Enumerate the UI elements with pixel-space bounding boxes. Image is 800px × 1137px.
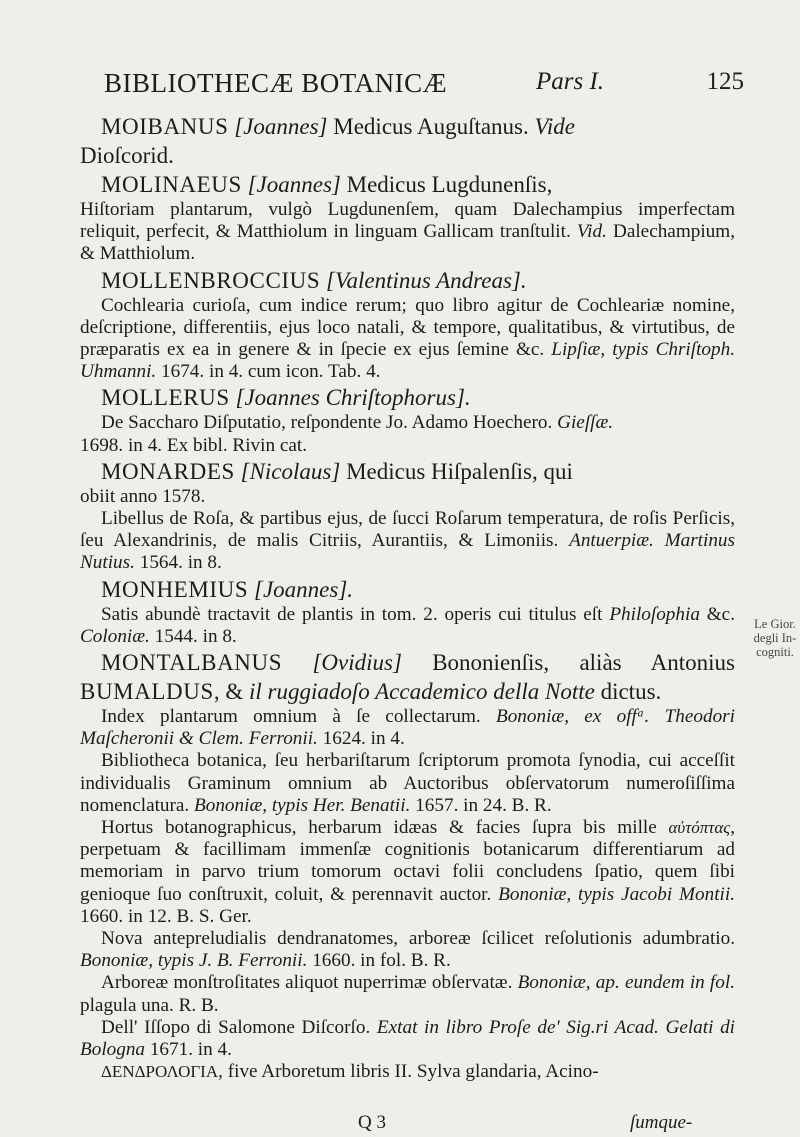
- given-name: [Joannes]: [234, 114, 328, 139]
- page-body: [80, 112, 735, 1084]
- given-name: [Joannes Chriſtophorus].: [235, 385, 471, 411]
- work-issopo: Dell' Iſſopo di Salomone Diſcorſo. Extat in libro Proſe de' Sig.ri Acad. Gelati di Bologna 1671. in 4.: [80, 1016, 735, 1061]
- entry-name: MONARDES: [101, 458, 235, 484]
- entry-molinaeus: [80, 170, 735, 199]
- entry-name: MOIBANUS: [101, 114, 229, 139]
- given-name: [Joannes].: [254, 576, 354, 602]
- entry-body-cont: 1698. in 4. Ex bibl. Rivin cat.: [80, 434, 308, 456]
- greek-title: ΔΕΝΔΡΟΛΟΓΙΑ: [101, 1062, 219, 1082]
- entry-text: Medicus Lugdunenſis,: [340, 172, 553, 197]
- given-name: [Ovidius]: [312, 650, 402, 676]
- alias-name: BUMALDUS: [80, 679, 214, 705]
- entry-body: Cochlearia curioſa, cum indice rerum; quo libro agitur de Cochleariæ nomine, deſcriptione, differentiis, ejus loco natali, & tempore, qualitatibus, & virtutibus, de præparatis ex ea in genere & in ſpecie ex ejus ſemine &c. Lipſiæ, typis Chriſtoph. Uhmanni. 1674. in 4. cum icon. Tab. 4.: [80, 294, 735, 383]
- entry-name: MONHEMIUS: [101, 576, 249, 602]
- entry-monardes: [80, 457, 735, 486]
- work-bibliotheca: Bibliotheca botanica, ſeu herbariſtarum ſcriptorum promota ſynodia, cui acceſſit individualis Graminum omnium ab Auctoribus obſervatorum numeroſiſſima nomenclatura. Bononiæ, typis Her. Benatii. 1657. in 24. B. R.: [80, 750, 735, 816]
- entry-text: Medicus Hiſpalenſis, qui: [340, 458, 573, 484]
- academy-name: il ruggiadoſo Accademico della Notte: [249, 679, 595, 705]
- entry-text-cont: obiit anno 1578.: [80, 485, 206, 507]
- greek-word: αὐτόπτας: [668, 818, 731, 838]
- entry-text: Bononienſis, aliàs Antonius: [401, 650, 736, 676]
- work-dendranatomes: Nova antepreludialis dendranatomes, arboreæ ſcilicet reſolutionis adumbratio. Bononiæ, typis J. B. Ferronii. 1660. in fol. B. R.: [80, 928, 735, 972]
- given-name: [Valentinus Andreas].: [326, 267, 527, 293]
- margin-note: Le Gior. degli In- cogniti.: [753, 617, 797, 659]
- entry-body: Satis abundè tractavit de plantis in tom. 2. operis cui titulus eſt Philoſophia &c. Coloniæ. 1544. in 8.: [80, 603, 735, 647]
- entry-body: Libellus de Roſa, & partibus ejus, de ſucci Roſarum temperatura, de roſis Perſicis, ſeu Alexandrinis, de malis Citriis, Aurantiis, & Limoniis. Antuerpiæ. Martinus Nutius. 1564. in 8.: [80, 508, 735, 574]
- entry-name: MOLLENBROCCIUS: [101, 267, 321, 293]
- entry-body: De Saccharo Diſputatio, reſpondente Jo. Adamo Hoechero. Gieſſæ.: [101, 412, 614, 434]
- entry-mollerus: [80, 383, 735, 412]
- entry-mollenbroccius: [80, 266, 735, 295]
- entry-moibanus: [80, 112, 735, 141]
- running-title: BIBLIOTHECÆ BOTANICÆ: [104, 68, 448, 98]
- running-header: [104, 68, 744, 108]
- entry-name: MOLINAEUS: [101, 172, 242, 197]
- entry-text: Medicus Auguſtanus.: [327, 114, 535, 139]
- entry-name: MOLLERUS: [101, 385, 230, 411]
- part-label: Pars I.: [536, 68, 605, 95]
- entry-montalbanus: MONTALBANUS [Ovidius] Bononienſis, aliàs Antonius BUMALDUS, & il ruggiadoſo Accademico della Notte dictus.: [80, 650, 736, 705]
- signature-mark: Q 3: [358, 1112, 386, 1133]
- entry-body: Hiſtoriam plantarum, vulgò Lugdunenſem, quam Dalechampius imperfectam reliquit, perfecit, & Matthiolum in linguam Gallicam tranſtulit. Vid. Dalechampium, & Matthiolum.: [80, 199, 735, 265]
- page-number: 125: [706, 68, 744, 95]
- cross-ref: Dioſcorid.: [80, 143, 174, 168]
- catchword: ſumque-: [630, 1112, 693, 1133]
- work-index: Index plantarum omnium à ſe collectarum. Bononiæ, ex offᵃ. Theodori Maſcheronii & Clem. Ferronii. 1624. in 4.: [80, 706, 735, 750]
- work-hortus: Hortus botanographicus, herbarum idæas & facies ſupra bis mille αὐτόπτας, perpetuam & facillimam immenſæ cognitionis botanicarum differentiarum ad memoriam in parvo trium tomorum octavi folii concludens ſpatio, quem ſibi genioque ſuo conſtruxit, coluit, & perennavit auctor. Bononiæ, typis Jacobi Montii. 1660. in 12. B. S. Ger.: [80, 817, 735, 927]
- given-name: [Joannes]: [247, 172, 341, 197]
- work-monstrositates: Arboreæ monſtroſitates aliquot nuperrimæ obſervatæ. Bononiæ, ap. eundem in fol. plagula una. R. B.: [80, 972, 735, 1016]
- cross-ref-label: Vide: [534, 114, 575, 139]
- entry-name: MONTALBANUS: [101, 650, 283, 676]
- entry-monhemius: [80, 575, 735, 604]
- given-name: [Nicolaus]: [240, 458, 341, 484]
- work-dendrologia: ΔΕΝΔΡΟΛΟΓΙΑ, five Arboretum libris II. Sylva glandaria, Acino-: [101, 1061, 599, 1083]
